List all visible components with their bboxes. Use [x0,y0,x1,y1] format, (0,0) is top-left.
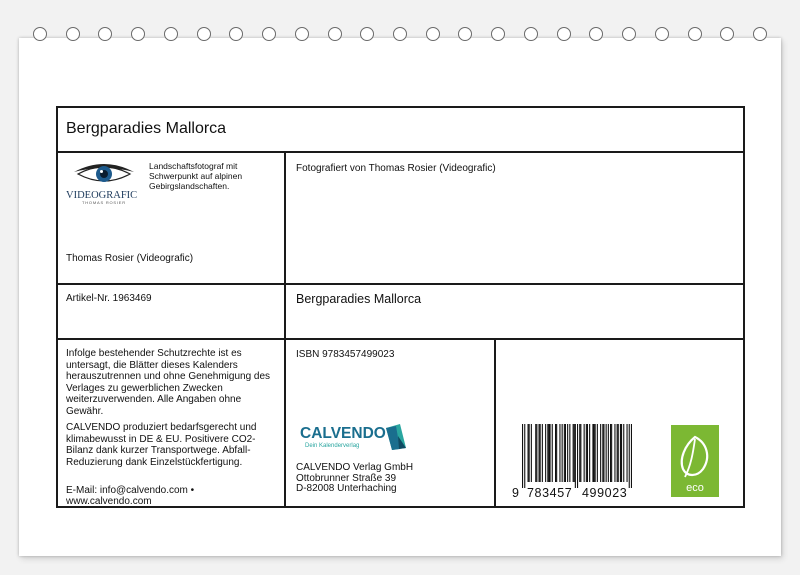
binding-hole [458,27,472,41]
binding-hole [262,27,276,41]
binding-hole [295,27,309,41]
binding-hole [393,27,407,41]
barcode-bar [627,424,628,482]
binding-hole [491,27,505,41]
barcode-bar [600,424,601,482]
barcode-bars [522,424,632,488]
contact [66,485,282,507]
frame-right [743,106,745,508]
barcode-bar [602,424,603,482]
barcode-bar [623,424,624,482]
videografic-logo-word: VIDEOGRAFIC [66,190,138,201]
barcode-bar [555,424,556,482]
barcode-bar [575,424,576,488]
legal-notice [66,348,282,417]
tagline-line: Schwerpunkt auf alpinen [149,171,243,181]
barcode-bar [618,424,619,482]
barcode-bar [564,424,565,482]
barcode-bar [606,424,607,482]
barcode-bar [579,424,580,482]
barcode-bar [567,424,568,482]
binding-hole [131,27,145,41]
legal-line: herauszutrennen und ohne Genehmigung des [66,371,271,382]
barcode-bar [584,424,585,482]
barcode-bar [573,424,574,482]
legal-line: weiterzuverwenden. Alle Angaben ohne [66,394,242,405]
legal-line: Verlages zu gewerblichen Zwecken [66,382,223,394]
barcode-bar [540,424,541,482]
barcode-bar [592,424,593,482]
col-divider-2 [494,338,496,508]
barcode-bar [539,424,540,482]
binding-hole [66,27,80,41]
eco-line: CALVENDO produziert bedarfsgerecht und [66,422,257,433]
barcode-bar [611,424,612,482]
binding-holes [0,27,800,47]
publisher-address [296,463,413,495]
barcode-bar [580,424,581,482]
barcode-bar [529,424,530,482]
barcode-bar [524,424,525,488]
photo-credit: Fotografiert von Thomas Rosier (Videografic) [296,163,496,174]
barcode-bar [531,424,532,482]
barcode-bar [587,424,588,482]
binding-hole [360,27,374,41]
barcode-bar [614,424,615,482]
article-title: Bergparadies Mallorca [296,292,422,306]
barcode-bar [545,424,546,482]
calvendo-logo-word: CALVENDO [300,425,386,442]
tagline-line: Gebirgslandschaften. [149,181,230,191]
binding-hole [655,27,669,41]
address-line: Ottobrunner Straße 39 [296,472,397,484]
binding-hole [524,27,538,41]
isbn-barcode [512,422,642,502]
address-line: D-82008 Unterhaching [296,483,397,494]
barcode-bar [629,424,630,488]
tagline-line: Landschaftsfotograf mit [149,161,238,171]
binding-hole [197,27,211,41]
binding-hole [98,27,112,41]
eco-badge [671,425,719,497]
barcode-bar [608,424,609,482]
binding-hole [328,27,342,41]
binding-hole [426,27,440,41]
barcode-bar [565,424,566,482]
barcode-bar [631,424,632,488]
binding-hole [753,27,767,41]
binding-hole [229,27,243,41]
barcode-digits-end: 499023 [582,486,628,500]
frame-top [56,106,745,108]
barcode-bar [620,424,621,482]
barcode-bar [559,424,560,482]
barcode-bar [562,424,563,482]
calvendo-logo [300,422,412,452]
frame-left [56,106,58,508]
legal-line: Gewähr. [66,405,104,417]
row-divider-2 [56,283,745,285]
barcode-bar [586,424,587,482]
barcode-bar [617,424,618,482]
binding-hole [720,27,734,41]
barcode-bar [528,424,529,482]
binding-hole [33,27,47,41]
barcode-bar [603,424,604,482]
legal-line: untersagt, die Blätter dieses Kalenders [66,359,238,371]
eco-line: Bilanz dank kurzer Transportwege. Abfall- [66,445,251,456]
barcode-bar [574,424,575,482]
binding-hole [589,27,603,41]
eco-line: Reduzierung dank Einzelstückfertigung. [66,456,243,468]
barcode-bar [610,424,611,482]
barcode-bar [522,424,523,488]
eco-line: klimabewusst in DE & EU. Positivere CO2- [66,433,256,445]
barcode-digit-first: 9 [512,486,519,500]
photographer-tagline [149,161,279,191]
col-divider-1 [284,151,286,508]
barcode-bar [594,424,595,482]
row-divider-1 [56,151,745,153]
calvendo-logo-sub: Dein Kalenderverlag [305,443,360,449]
binding-hole [164,27,178,41]
barcode-bar [542,424,543,482]
binding-hole [557,27,571,41]
barcode-bar [547,424,548,482]
videografic-logo [64,158,144,206]
barcode-bar [621,424,622,482]
videografic-logo-sub: THOMAS ROSIER [82,200,126,205]
eco-notice [66,422,282,468]
barcode-bar [550,424,551,482]
barcode-bar [536,424,537,482]
barcode-bar [548,424,549,482]
barcode-bar [569,424,570,482]
eco-badge-label: eco [686,482,704,494]
photographer-name: Thomas Rosier (Videografic) [66,253,194,264]
binding-hole [688,27,702,41]
barcode-bar [589,424,590,482]
article-number: Artikel-Nr. 1963469 [66,293,152,304]
barcode-digits-mid: 783457 [527,486,573,500]
barcode-bar [535,424,536,482]
barcode-bar [552,424,553,482]
binding-hole [622,27,636,41]
contact-email: E-Mail: info@calvendo.com • [66,485,195,496]
barcode-bar [597,424,598,482]
address-line: CALVENDO Verlag GmbH [296,462,414,473]
page-title: Bergparadies Mallorca [66,120,227,137]
barcode-bar [595,424,596,482]
legal-line: Infolge bestehender Schutzrechte ist es [66,348,242,359]
barcode-bar [556,424,557,482]
row-divider-3 [56,338,745,340]
isbn: ISBN 9783457499023 [296,349,395,360]
contact-web: www.calvendo.com [66,496,152,507]
barcode-bar [577,424,578,488]
